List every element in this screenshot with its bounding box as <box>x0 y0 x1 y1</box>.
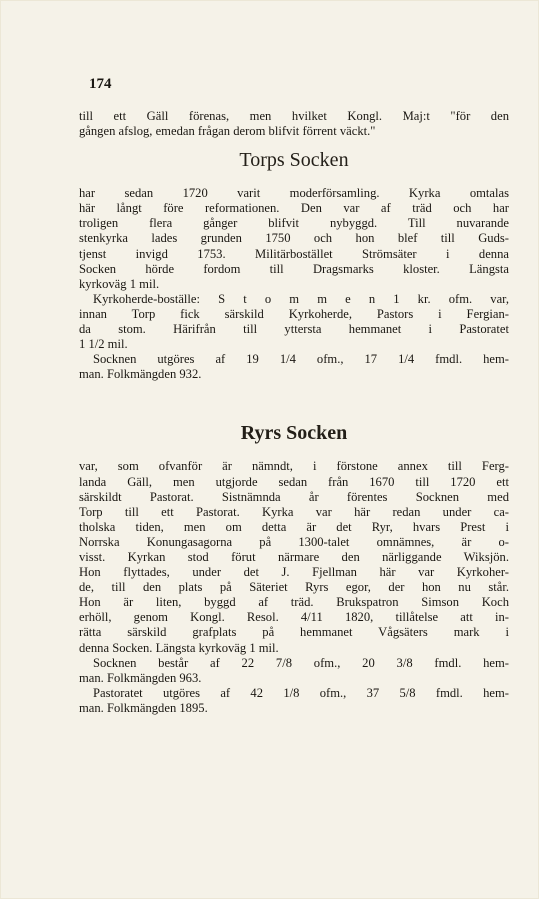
text-line: Norrska Konungasagorna på 1300-talet omnämnes, är o- <box>79 534 509 549</box>
text-line: erhöll, genom Kongl. Resol. 4/11 1820, tillåtelse att in- <box>79 610 509 625</box>
text-line: da stom. Härifrån till yttersta hemmanet i Pastoratet <box>79 322 509 337</box>
text-line: denna Socken. Längsta kyrkoväg 1 mil. <box>79 640 279 655</box>
text-line: man. Folkmängden 1895. <box>79 700 208 715</box>
text-line: var, som ofvanför är nämndt, i förstone annex till Ferg- <box>79 459 509 474</box>
text-line: Socknen består af 22 7/8 ofm., 20 3/8 fmdl. hem- <box>93 655 509 670</box>
intro-line: till ett Gäll förenas, men hvilket Kongl. Maj:t "för den <box>79 109 509 123</box>
ryr-paragraph-2 <box>79 656 509 686</box>
torp-paragraph-1 <box>79 186 509 292</box>
text-line: Socknen utgöres af 19 1/4 ofm., 17 1/4 fmdl. hem- <box>93 352 509 367</box>
text-line: rätta särskild grafplats på hemmanet Vågsäters mark i <box>79 625 509 640</box>
text-line: man. Folkmängden 963. <box>79 670 202 685</box>
text-line: kyrkoväg 1 mil. <box>79 276 160 291</box>
text-line: 1 1/2 mil. <box>79 337 128 352</box>
text-line: troligen flera gånger blifvit nybyggd. Till nuvarande <box>79 216 509 231</box>
section-title-torp: Torps Socken <box>239 149 349 172</box>
text-line: tjenst invigd 1753. Militärbostället Strömsäter i denna <box>79 246 509 261</box>
text-line: visst. Kyrkan stod förut närmare den närliggande Wiksjön. <box>79 549 509 564</box>
text-line: Hon är liten, byggd af träd. Brukspatron Simson Koch <box>79 595 509 610</box>
text-line: Torp till ett Pastorat. Kyrka var här redan under ca- <box>79 504 509 519</box>
text-line: landa Gäll, men utgjorde sedan från 1670 till 1720 ett <box>79 474 509 489</box>
text-line: de, till den plats på Säteriet Ryrs egor, der hon nu står. <box>79 580 509 595</box>
text-line: Hon flyttades, under det J. Fjellman här var Kyrkoher- <box>79 565 509 580</box>
torp-paragraph-3 <box>79 352 509 382</box>
intro-line: gången afslog, emedan frågan derom blifvit förrent väckt." <box>79 124 376 139</box>
text-line: Pastoratet utgöres af 42 1/8 ofm., 37 5/8 fmdl. hem- <box>93 685 509 700</box>
text-line: särskildt Pastorat. Sistnämnda år förentes Socknen med <box>79 489 509 504</box>
text-line: Kyrkoherde-boställe: S t o m m e n 1 kr. ofm. var, <box>93 291 509 306</box>
section-gap <box>79 382 509 412</box>
text-line: stenkyrka lades grunden 1750 och hon blef till Guds- <box>79 231 509 246</box>
text-line: tholska tiden, men om detta är det Ryr, hvars Prest i <box>79 519 509 534</box>
ryr-paragraph-1 <box>79 459 509 655</box>
text-line: innan Torp fick särskild Kyrkoherde, Pastors i Fergian- <box>79 306 509 321</box>
page-number: 174 <box>89 76 112 92</box>
page-content <box>79 76 509 716</box>
ryr-paragraph-3 <box>79 686 509 716</box>
text-line: Socken hörde fordom till Dragsmarks kloster. Längsta <box>79 261 509 276</box>
torp-paragraph-2 <box>79 292 509 352</box>
section-title-ryr: Ryrs Socken <box>240 422 348 445</box>
text-line: har sedan 1720 varit moderförsamling. Kyrka omtalas <box>79 186 509 201</box>
text-line: man. Folkmängden 932. <box>79 367 202 382</box>
text-line: här långt före reformationen. Den var af träd och har <box>79 201 509 216</box>
